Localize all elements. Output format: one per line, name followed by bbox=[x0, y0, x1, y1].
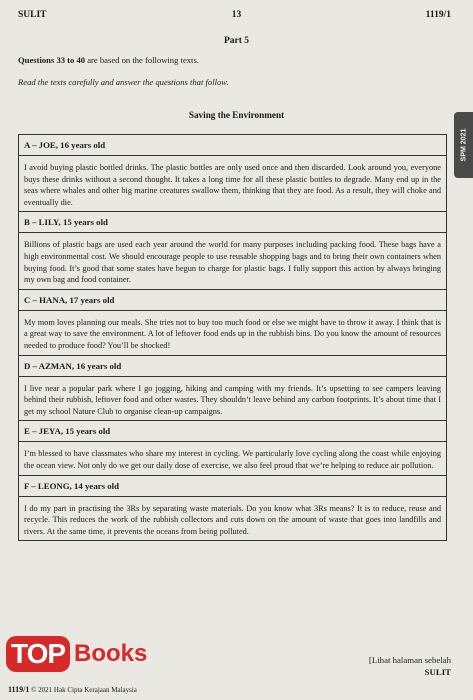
entry-name: E – JEYA, 15 years old bbox=[19, 421, 446, 442]
entry-lily bbox=[18, 212, 447, 289]
side-tab-label: SPM 2021 bbox=[460, 128, 467, 162]
footer-right bbox=[369, 655, 451, 677]
entry-text: I avoid buying plastic bottled drinks. The plastic bottles are only used once and then discarded. Look around you, everyone buys these drinks without a second thought. It takes a long time for all these plastic bottles to degrade. Many end up in the seas where whales and other big marine creatures swallow them, thinking that they are food. As a result, they will choke and eventually die. bbox=[24, 163, 441, 207]
entry-text: I do my part in practising the 3Rs by separating waste materials. Do you know what 3Rs means? It is to reduce, reuse and recycle. This reduces the work of the rubbish collectors and cuts down on the amount of waste that goes into landfills and rivers. At the same time, it prevents the oceans from being polluted. bbox=[24, 503, 441, 536]
page-number: 13 bbox=[231, 10, 242, 20]
instruction-questions bbox=[18, 55, 199, 65]
entry-leong bbox=[18, 476, 447, 542]
entry-hana bbox=[18, 290, 447, 356]
entry-text: I live near a popular park where I go jogging, hiking and camping with my friends. It’s upsetting to see campers leaving behind their rubbish, leftover food and other wastes. They shouldn’t leave behind any carbon footprints. It’s about time that I get my school Nature Club to organise clean-up campaigns. bbox=[24, 383, 441, 416]
next-page-note: [Lihat halaman sebelah bbox=[368, 655, 451, 665]
footer-left bbox=[8, 685, 137, 694]
entry-azman bbox=[18, 356, 447, 422]
entry-name: C – HANA, 17 years old bbox=[19, 290, 446, 311]
logo-books: Books bbox=[74, 640, 148, 667]
side-tab bbox=[454, 112, 473, 178]
header-sulit: SULIT bbox=[18, 10, 47, 20]
page-header bbox=[14, 10, 459, 24]
footer-copyright: © 2021 Hak Cipta Kerajaan Malaysia bbox=[31, 686, 137, 694]
footer-code: 1119/1 bbox=[8, 685, 30, 694]
entries-table bbox=[18, 134, 447, 541]
entry-name: A – JOE, 16 years old bbox=[19, 135, 446, 156]
entry-name: F – LEONG, 14 years old bbox=[19, 476, 446, 497]
instruction-questions-range: Questions 33 to 40 bbox=[18, 55, 86, 65]
entry-jeya bbox=[18, 421, 447, 475]
entry-text: I’m blessed to have classmates who share my interest in cycling. We particularly love cycling along the coast while enjoying the ocean view. Not only do we get our daily dose of exercise, we also feel proud that we’re helping to reduce air pollution. bbox=[24, 449, 441, 470]
entry-name: B – LILY, 15 years old bbox=[19, 212, 446, 233]
part-heading: Part 5 bbox=[223, 36, 250, 46]
topbooks-logo bbox=[6, 630, 156, 682]
entry-joe bbox=[18, 135, 447, 212]
instruction-questions-rest: are based on the following texts. bbox=[85, 55, 199, 65]
logo-top: TOP bbox=[6, 636, 70, 672]
entry-text: Billions of plastic bags are used each year around the world for many purposes including packing food. These bags have a high environmental cost. We should encourage people to use reusable shopping bags and to bring their own containers when buying food. It’s good that some states have begun to charge for plastic bags. I fully support this action by always bringing my own bag and food container. bbox=[24, 240, 441, 285]
entry-name: D – AZMAN, 16 years old bbox=[19, 356, 446, 377]
instruction-read: Read the texts carefully and answer the questions that follow. bbox=[18, 77, 229, 87]
footer-sulit: SULIT bbox=[424, 667, 451, 677]
entry-text: My mom loves planning our meals. She tries not to buy too much food or else we might have to throw it away. I think that is a great way to save the environment. A lot of leftover food ends up in the rubbish bins. Do you know the amount of resources needed to produce food? You’ll be shocked! bbox=[24, 317, 441, 350]
paper-code: 1119/1 bbox=[425, 10, 451, 20]
texts-title: Saving the Environment bbox=[188, 110, 285, 120]
